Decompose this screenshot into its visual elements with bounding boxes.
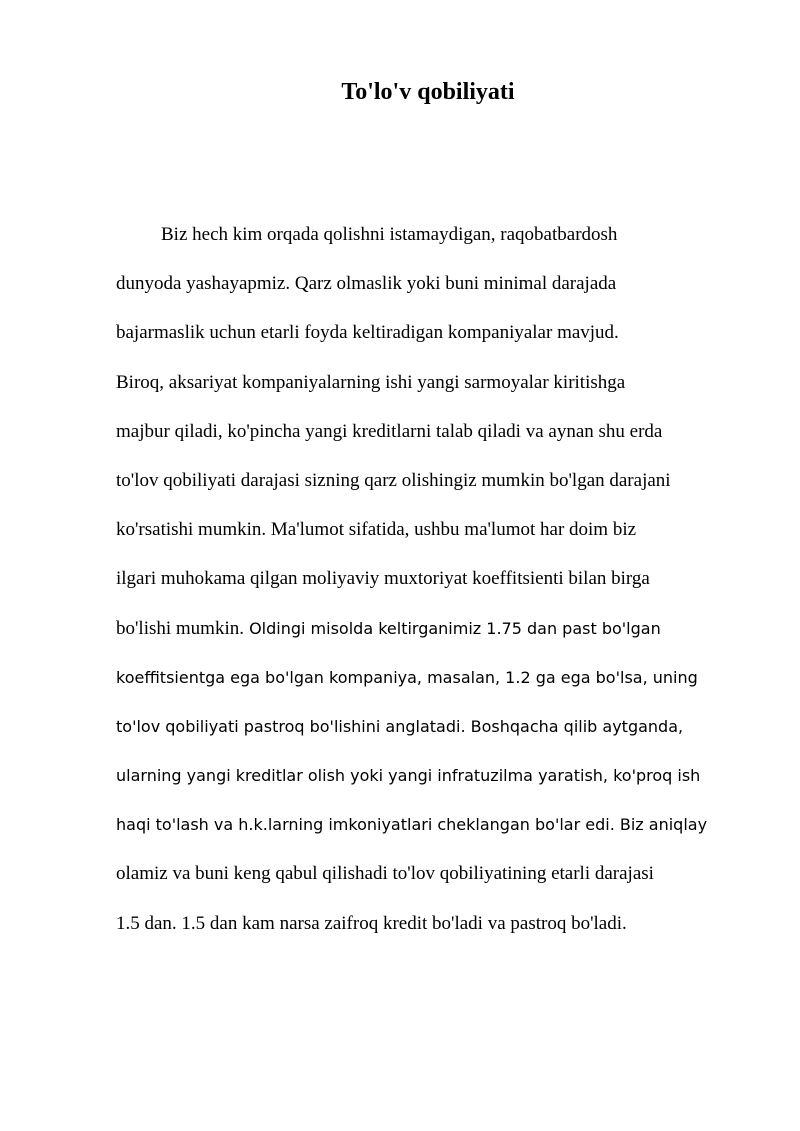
paragraph-line — [116, 663, 756, 712]
body-paragraph — [116, 220, 756, 958]
line-text: 1.5 dan. 1.5 dan kam narsa zaifroq kredit bo'ladi va pastroq bo'ladi. — [116, 912, 627, 934]
line-text: ularning yangi kreditlar olish yoki yangi infratuzilma yaratish, ko'proq ish — [116, 766, 701, 786]
paragraph-line — [116, 909, 756, 958]
line-text: ko'rsatishi mumkin. Ma'lumot sifatida, ushbu ma'lumot har doim biz — [116, 519, 637, 541]
line-text: Oldingi misolda keltirganimiz 1.75 dan past bo'lgan — [244, 618, 661, 638]
paragraph-line — [116, 564, 756, 613]
line-text: to'lov qobiliyati pastroq bo'lishini anglatadi. Boshqacha qilib aytganda, — [116, 716, 684, 736]
line-text: haqi to'lash va h.k.larning imkoniyatlari cheklangan bo'lar edi. Biz aniqlay — [116, 815, 708, 835]
line-text: bajarmaslik uchun etarli foyda keltiradigan kompaniyalar mavjud. — [116, 322, 619, 344]
line-text: koeffitsientga ega bo'lgan kompaniya, masalan, 1.2 ga ega bo'lsa, uning — [116, 667, 698, 687]
paragraph-line — [116, 368, 756, 417]
paragraph-line — [116, 614, 756, 663]
paragraph-line — [116, 318, 756, 367]
paragraph-line — [116, 810, 756, 859]
line-text: dunyoda yashayapmiz. Qarz olmaslik yoki buni minimal darajada — [116, 273, 617, 295]
paragraph-line — [116, 859, 756, 908]
line-text: majbur qiladi, ko'pincha yangi kreditlarni talab qiladi va aynan shu erda — [116, 420, 663, 442]
document-title: To'lo'v qobiliyati — [341, 79, 515, 105]
paragraph-line — [116, 761, 756, 810]
paragraph-line — [116, 515, 756, 564]
paragraph-line — [116, 269, 756, 318]
line-text: ilgari muhokama qilgan moliyaviy muxtoriyat koeffitsienti bilan birga — [116, 568, 650, 590]
line-text: bo'lishi mumkin. — [116, 617, 244, 639]
paragraph-line — [116, 417, 756, 466]
paragraph-line — [116, 466, 756, 515]
paragraph-line — [116, 220, 756, 269]
paragraph-line — [116, 712, 756, 761]
line-text: to'lov qobiliyati darajasi sizning qarz olishingiz mumkin bo'lgan darajani — [116, 469, 671, 491]
line-text: olamiz va buni keng qabul qilishadi to'lov qobiliyatining etarli darajasi — [116, 863, 654, 885]
line-text: Biz hech kim orqada qolishni istamaydigan, raqobatbardosh — [161, 224, 618, 245]
line-text: Biroq, aksariyat kompaniyalarning ishi yangi sarmoyalar kiritishga — [116, 371, 626, 393]
